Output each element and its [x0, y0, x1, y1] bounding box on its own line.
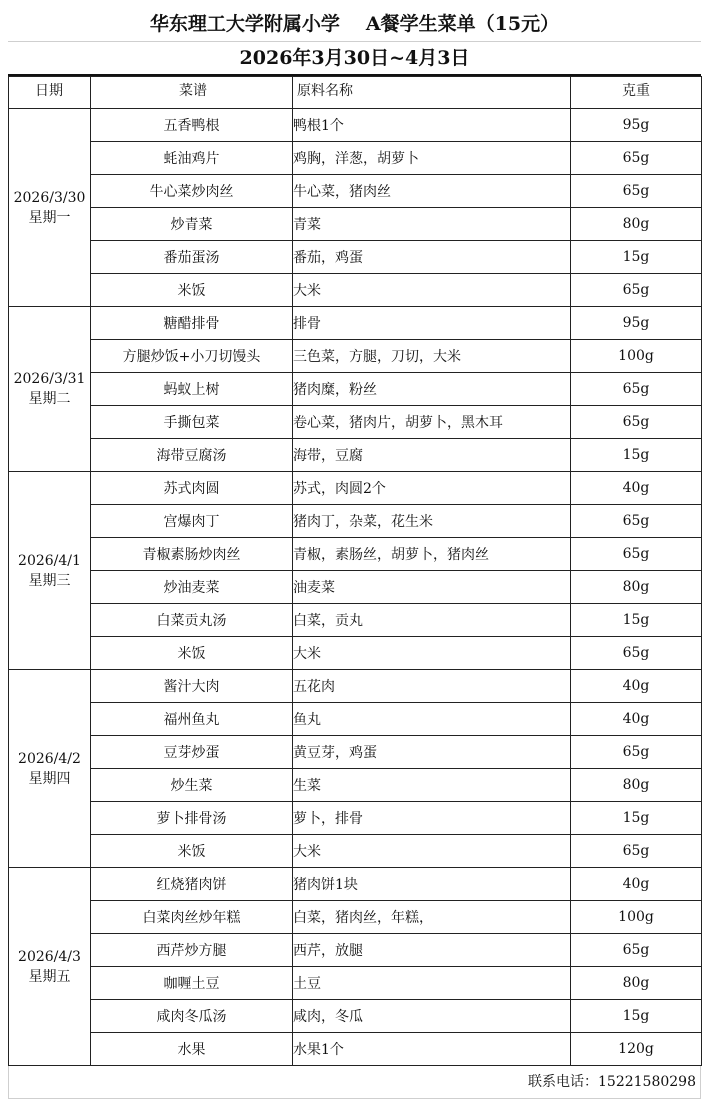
ingredients-cell: 猪肉糜，粉丝 — [293, 373, 571, 406]
weight-cell: 40g — [571, 703, 702, 736]
dish-cell: 糖醋排骨 — [91, 307, 293, 340]
ingredients-cell: 排骨 — [293, 307, 571, 340]
dish-cell: 西芹炒方腿 — [91, 934, 293, 967]
ingredients-cell: 生菜 — [293, 769, 571, 802]
table-row — [9, 835, 702, 868]
dish-cell: 蚝油鸡片 — [91, 142, 293, 175]
weight-cell: 65g — [571, 538, 702, 571]
weight-cell: 80g — [571, 769, 702, 802]
day-date: 2026/4/2 — [18, 750, 81, 767]
ingredients-cell: 苏式，肉圆2个 — [293, 472, 571, 505]
weight-cell: 65g — [571, 934, 702, 967]
ingredients-cell: 黄豆芽，鸡蛋 — [293, 736, 571, 769]
table-row — [9, 571, 702, 604]
ingredients-cell: 鱼丸 — [293, 703, 571, 736]
dish-cell: 豆芽炒蛋 — [91, 736, 293, 769]
ingredients-cell: 油麦菜 — [293, 571, 571, 604]
day-cell — [9, 109, 91, 307]
weight-cell: 65g — [571, 373, 702, 406]
table-row — [9, 307, 702, 340]
weight-cell: 100g — [571, 340, 702, 373]
dish-cell: 米饭 — [91, 835, 293, 868]
menu-sheet — [8, 8, 701, 1099]
ingredients-cell: 大米 — [293, 835, 571, 868]
day-date: 2026/4/3 — [18, 948, 81, 965]
weight-cell: 40g — [571, 472, 702, 505]
weight-cell: 80g — [571, 571, 702, 604]
weight-cell: 120g — [571, 1033, 702, 1066]
table-row — [9, 175, 702, 208]
table-row — [9, 670, 702, 703]
column-header-dish: 菜谱 — [91, 77, 293, 109]
ingredients-cell: 鸭根1个 — [293, 109, 571, 142]
date-range: 2026年3月30日~4月3日 — [8, 42, 701, 76]
weight-cell: 15g — [571, 439, 702, 472]
ingredients-cell: 卷心菜，猪肉片，胡萝卜，黑木耳 — [293, 406, 571, 439]
dish-cell: 红烧猪肉饼 — [91, 868, 293, 901]
menu-body — [9, 109, 702, 1066]
table-row — [9, 802, 702, 835]
ingredients-cell: 青椒，素肠丝，胡萝卜，猪肉丝 — [293, 538, 571, 571]
column-header-weight: 克重 — [571, 77, 702, 109]
table-row — [9, 1000, 702, 1033]
dish-cell: 方腿炒饭+小刀切馒头 — [91, 340, 293, 373]
ingredients-cell: 海带，豆腐 — [293, 439, 571, 472]
dish-cell: 白菜贡丸汤 — [91, 604, 293, 637]
table-row — [9, 340, 702, 373]
table-row — [9, 901, 702, 934]
weight-cell: 65g — [571, 736, 702, 769]
dish-cell: 海带豆腐汤 — [91, 439, 293, 472]
weight-cell: 15g — [571, 241, 702, 274]
ingredients-cell: 青菜 — [293, 208, 571, 241]
dish-cell: 番茄蛋汤 — [91, 241, 293, 274]
weight-cell: 15g — [571, 1000, 702, 1033]
table-row — [9, 769, 702, 802]
dish-cell: 炒青菜 — [91, 208, 293, 241]
contact-phone: 15221580298 — [598, 1074, 696, 1090]
table-row — [9, 274, 702, 307]
dish-cell: 苏式肉圆 — [91, 472, 293, 505]
menu-table — [8, 76, 702, 1066]
dish-cell: 白菜肉丝炒年糕 — [91, 901, 293, 934]
dish-cell: 宫爆肉丁 — [91, 505, 293, 538]
table-row — [9, 604, 702, 637]
dish-cell: 米饭 — [91, 274, 293, 307]
menu-title — [8, 8, 701, 42]
day-weekday: 星期一 — [28, 209, 71, 226]
weight-cell: 40g — [571, 670, 702, 703]
day-date: 2026/3/30 — [13, 189, 86, 206]
ingredients-cell: 五花肉 — [293, 670, 571, 703]
dish-cell: 酱汁大肉 — [91, 670, 293, 703]
day-cell — [9, 670, 91, 868]
dish-cell: 炒生菜 — [91, 769, 293, 802]
table-row — [9, 1033, 702, 1066]
table-row — [9, 109, 702, 142]
table-row — [9, 538, 702, 571]
contact-footer — [8, 1066, 701, 1099]
dish-cell: 手撕包菜 — [91, 406, 293, 439]
ingredients-cell: 西芹，放腿 — [293, 934, 571, 967]
weight-cell: 65g — [571, 505, 702, 538]
dish-cell: 福州鱼丸 — [91, 703, 293, 736]
ingredients-cell: 咸肉，冬瓜 — [293, 1000, 571, 1033]
dish-cell: 咸肉冬瓜汤 — [91, 1000, 293, 1033]
header-row — [9, 77, 702, 109]
column-header-ingredients: 原料名称 — [293, 77, 571, 109]
weight-cell: 65g — [571, 175, 702, 208]
ingredients-cell: 猪肉饼1块 — [293, 868, 571, 901]
table-row — [9, 868, 702, 901]
table-row — [9, 406, 702, 439]
ingredients-cell: 白菜，贡丸 — [293, 604, 571, 637]
weight-cell: 65g — [571, 274, 702, 307]
weight-cell: 80g — [571, 967, 702, 1000]
ingredients-cell: 大米 — [293, 274, 571, 307]
table-row — [9, 703, 702, 736]
dish-cell: 蚂蚁上树 — [91, 373, 293, 406]
ingredients-cell: 猪肉丁，杂菜，花生米 — [293, 505, 571, 538]
weight-cell: 65g — [571, 637, 702, 670]
dish-cell: 五香鸭根 — [91, 109, 293, 142]
ingredients-cell: 土豆 — [293, 967, 571, 1000]
table-row — [9, 241, 702, 274]
ingredients-cell: 大米 — [293, 637, 571, 670]
ingredients-cell: 鸡胸，洋葱，胡萝卜 — [293, 142, 571, 175]
dish-cell: 萝卜排骨汤 — [91, 802, 293, 835]
ingredients-cell: 三色菜，方腿，刀切，大米 — [293, 340, 571, 373]
table-row — [9, 439, 702, 472]
weight-cell: 15g — [571, 802, 702, 835]
dish-cell: 炒油麦菜 — [91, 571, 293, 604]
weight-cell: 65g — [571, 406, 702, 439]
ingredients-cell: 水果1个 — [293, 1033, 571, 1066]
day-weekday: 星期五 — [28, 968, 71, 985]
table-row — [9, 967, 702, 1000]
ingredients-cell: 牛心菜，猪肉丝 — [293, 175, 571, 208]
contact-label: 联系电话： — [528, 1074, 599, 1090]
weight-cell: 65g — [571, 835, 702, 868]
day-cell — [9, 868, 91, 1066]
weight-cell: 95g — [571, 109, 702, 142]
dish-cell: 牛心菜炒肉丝 — [91, 175, 293, 208]
table-row — [9, 736, 702, 769]
table-row — [9, 934, 702, 967]
day-date: 2026/3/31 — [13, 371, 86, 387]
dish-cell: 米饭 — [91, 637, 293, 670]
table-row — [9, 472, 702, 505]
column-header-day: 日期 — [9, 77, 91, 109]
ingredients-cell: 白菜，猪肉丝，年糕， — [293, 901, 571, 934]
dish-cell: 咖喱土豆 — [91, 967, 293, 1000]
weight-cell: 95g — [571, 307, 702, 340]
weight-cell: 15g — [571, 604, 702, 637]
table-row — [9, 208, 702, 241]
day-date: 2026/4/1 — [18, 552, 81, 569]
school-name: 华东理工大学附属小学 — [149, 13, 340, 35]
day-weekday: 星期四 — [28, 770, 71, 787]
weight-cell: 80g — [571, 208, 702, 241]
dish-cell: 青椒素肠炒肉丝 — [91, 538, 293, 571]
weight-cell: 40g — [571, 868, 702, 901]
day-weekday: 星期三 — [28, 572, 71, 589]
weight-cell: 65g — [571, 142, 702, 175]
table-row — [9, 637, 702, 670]
table-row — [9, 373, 702, 406]
dish-cell: 水果 — [91, 1033, 293, 1066]
day-cell — [9, 472, 91, 670]
day-weekday: 星期二 — [28, 391, 71, 407]
ingredients-cell: 萝卜，排骨 — [293, 802, 571, 835]
table-row — [9, 142, 702, 175]
meal-title: A餐学生菜单（15元） — [365, 13, 560, 35]
table-row — [9, 505, 702, 538]
day-cell — [9, 307, 91, 472]
weight-cell: 100g — [571, 901, 702, 934]
ingredients-cell: 番茄，鸡蛋 — [293, 241, 571, 274]
